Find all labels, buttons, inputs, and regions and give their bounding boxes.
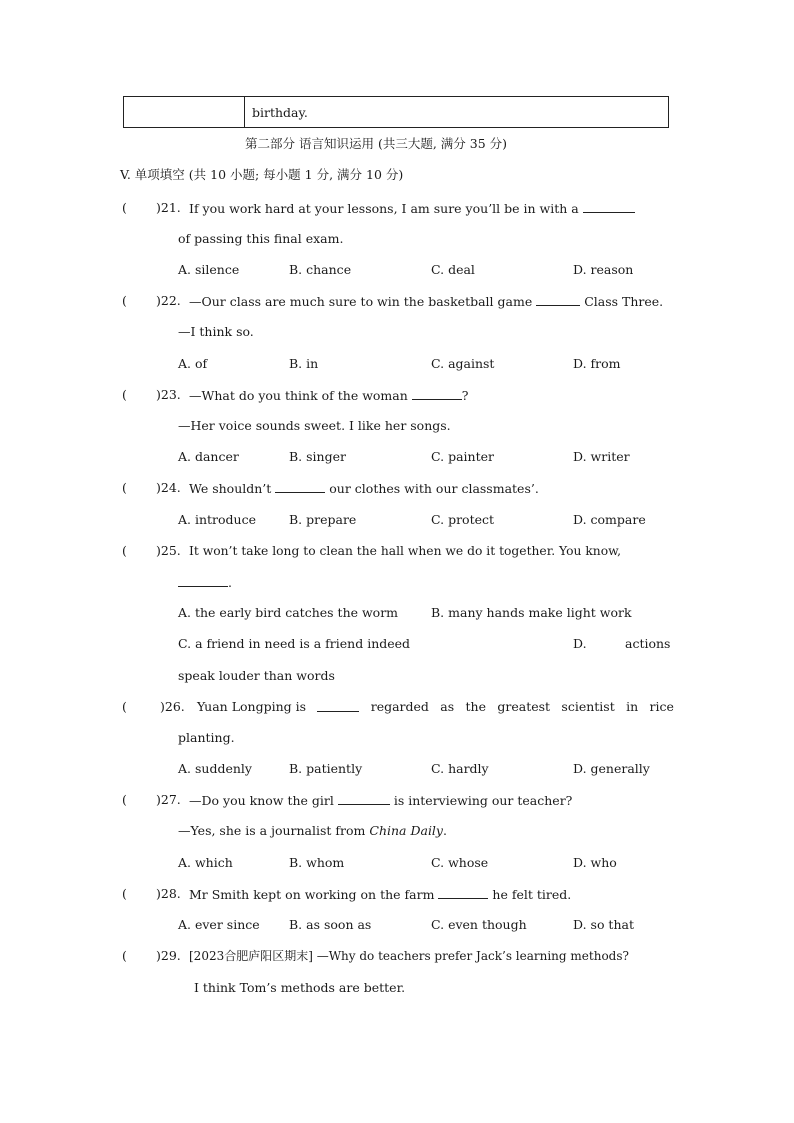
option-b: B. singer bbox=[289, 449, 346, 464]
option-c: C. hardly bbox=[431, 761, 489, 776]
option-c: C. even though bbox=[431, 917, 527, 932]
option-c: C. deal bbox=[431, 262, 475, 277]
table-row bbox=[123, 96, 669, 128]
question-stem-line2: planting. bbox=[178, 730, 235, 745]
answer-blank bbox=[275, 480, 325, 493]
option-d-continued: speak louder than words bbox=[178, 668, 335, 683]
question-number: )22. bbox=[156, 293, 181, 308]
answer-paren: ( bbox=[122, 699, 127, 714]
answer-blank bbox=[317, 699, 359, 712]
answer-paren: ( bbox=[122, 387, 127, 402]
option-b: B. prepare bbox=[289, 512, 357, 527]
question-number: )25. bbox=[156, 543, 181, 558]
option-a: A. dancer bbox=[178, 449, 239, 464]
option-b: B. in bbox=[289, 356, 319, 371]
answer-paren: ( bbox=[122, 886, 127, 901]
question-number: )23. bbox=[156, 387, 181, 402]
table-cell-right: birthday. bbox=[252, 105, 308, 120]
answer-paren: ( bbox=[122, 293, 127, 308]
part-title: V. 单项填空 (共 10 小题; 每小题 1 分, 满分 10 分) bbox=[120, 167, 404, 182]
option-c: C. painter bbox=[431, 449, 494, 464]
question-stem: It won’t take long to clean the hall when we do it together. You know, bbox=[189, 544, 622, 558]
question-stem-line2: of passing this final exam. bbox=[178, 231, 344, 246]
question-number: )21. bbox=[156, 200, 181, 215]
answer-blank bbox=[178, 574, 228, 587]
question-stem-line2: —I think so. bbox=[178, 324, 254, 339]
question-number: )27. bbox=[156, 792, 181, 807]
option-d: D. writer bbox=[573, 449, 630, 464]
question-stem-line2: . bbox=[178, 574, 232, 591]
answer-paren: ( bbox=[122, 948, 127, 963]
question-stem: —Do you know the girl is interviewing our teacher? bbox=[189, 793, 573, 808]
option-a: A. which bbox=[178, 855, 233, 870]
question-stem-line2: —Yes, she is a journalist from China Daily. bbox=[178, 823, 447, 838]
option-b: B. patiently bbox=[289, 761, 363, 776]
answer-blank bbox=[536, 293, 580, 306]
question-stem: Yuan Longping is regarded as the greatest scientist in rice bbox=[197, 699, 674, 714]
option-a: A. suddenly bbox=[178, 761, 252, 776]
option-d: D. from bbox=[573, 356, 621, 371]
option-c: C. against bbox=[431, 356, 495, 371]
question-number: )24. bbox=[156, 480, 181, 495]
option-b: B. many hands make light work bbox=[431, 605, 632, 620]
table-cell-left bbox=[124, 97, 245, 127]
section-title: 第二部分 语言知识运用 (共三大题, 满分 35 分) bbox=[245, 136, 508, 151]
option-c: C. whose bbox=[431, 855, 489, 870]
question-stem: —What do you think of the woman ? bbox=[189, 388, 469, 403]
question-stem: Mr Smith kept on working on the farm he felt tired. bbox=[189, 887, 572, 902]
option-a: A. of bbox=[178, 356, 208, 371]
question-stem-line2: —Her voice sounds sweet. I like her songs. bbox=[178, 418, 451, 433]
answer-paren: ( bbox=[122, 792, 127, 807]
question-stem: [2023合肥庐阳区期末] —Why do teachers prefer Jack’s learning methods? bbox=[189, 949, 629, 963]
answer-blank bbox=[583, 200, 635, 213]
option-d: D. generally bbox=[573, 761, 650, 776]
option-d-letter: D. bbox=[573, 636, 587, 651]
question-stem: If you work hard at your lessons, I am sure you’ll be in with a bbox=[189, 200, 635, 217]
question-number: )26. bbox=[160, 699, 185, 714]
option-c: C. a friend in need is a friend indeed bbox=[178, 636, 411, 651]
option-c: C. protect bbox=[431, 512, 495, 527]
option-b: B. chance bbox=[289, 262, 352, 277]
answer-paren: ( bbox=[122, 200, 127, 215]
option-a: A. silence bbox=[178, 262, 240, 277]
option-a: A. introduce bbox=[178, 512, 256, 527]
option-b: B. as soon as bbox=[289, 917, 372, 932]
option-a: A. ever since bbox=[178, 917, 260, 932]
option-d: D. who bbox=[573, 855, 617, 870]
answer-paren: ( bbox=[122, 480, 127, 495]
option-d-text: actions bbox=[625, 636, 671, 651]
question-stem: —Our class are much sure to win the basketball game Class Three. bbox=[189, 294, 664, 309]
answer-blank bbox=[438, 886, 488, 899]
option-d: D. so that bbox=[573, 917, 634, 932]
question-number: )29. bbox=[156, 948, 181, 963]
option-d: D. reason bbox=[573, 262, 634, 277]
newspaper-title: China Daily bbox=[369, 823, 443, 838]
answer-paren: ( bbox=[122, 543, 127, 558]
option-a: A. the early bird catches the worm bbox=[178, 605, 399, 620]
answer-blank bbox=[338, 792, 390, 805]
question-stem-line2: I think Tom’s methods are better. bbox=[194, 980, 406, 995]
question-number: )28. bbox=[156, 886, 181, 901]
option-d: D. compare bbox=[573, 512, 646, 527]
option-b: B. whom bbox=[289, 855, 345, 870]
question-stem: We shouldn’t our clothes with our classmates’. bbox=[189, 481, 539, 496]
answer-blank bbox=[412, 387, 462, 400]
